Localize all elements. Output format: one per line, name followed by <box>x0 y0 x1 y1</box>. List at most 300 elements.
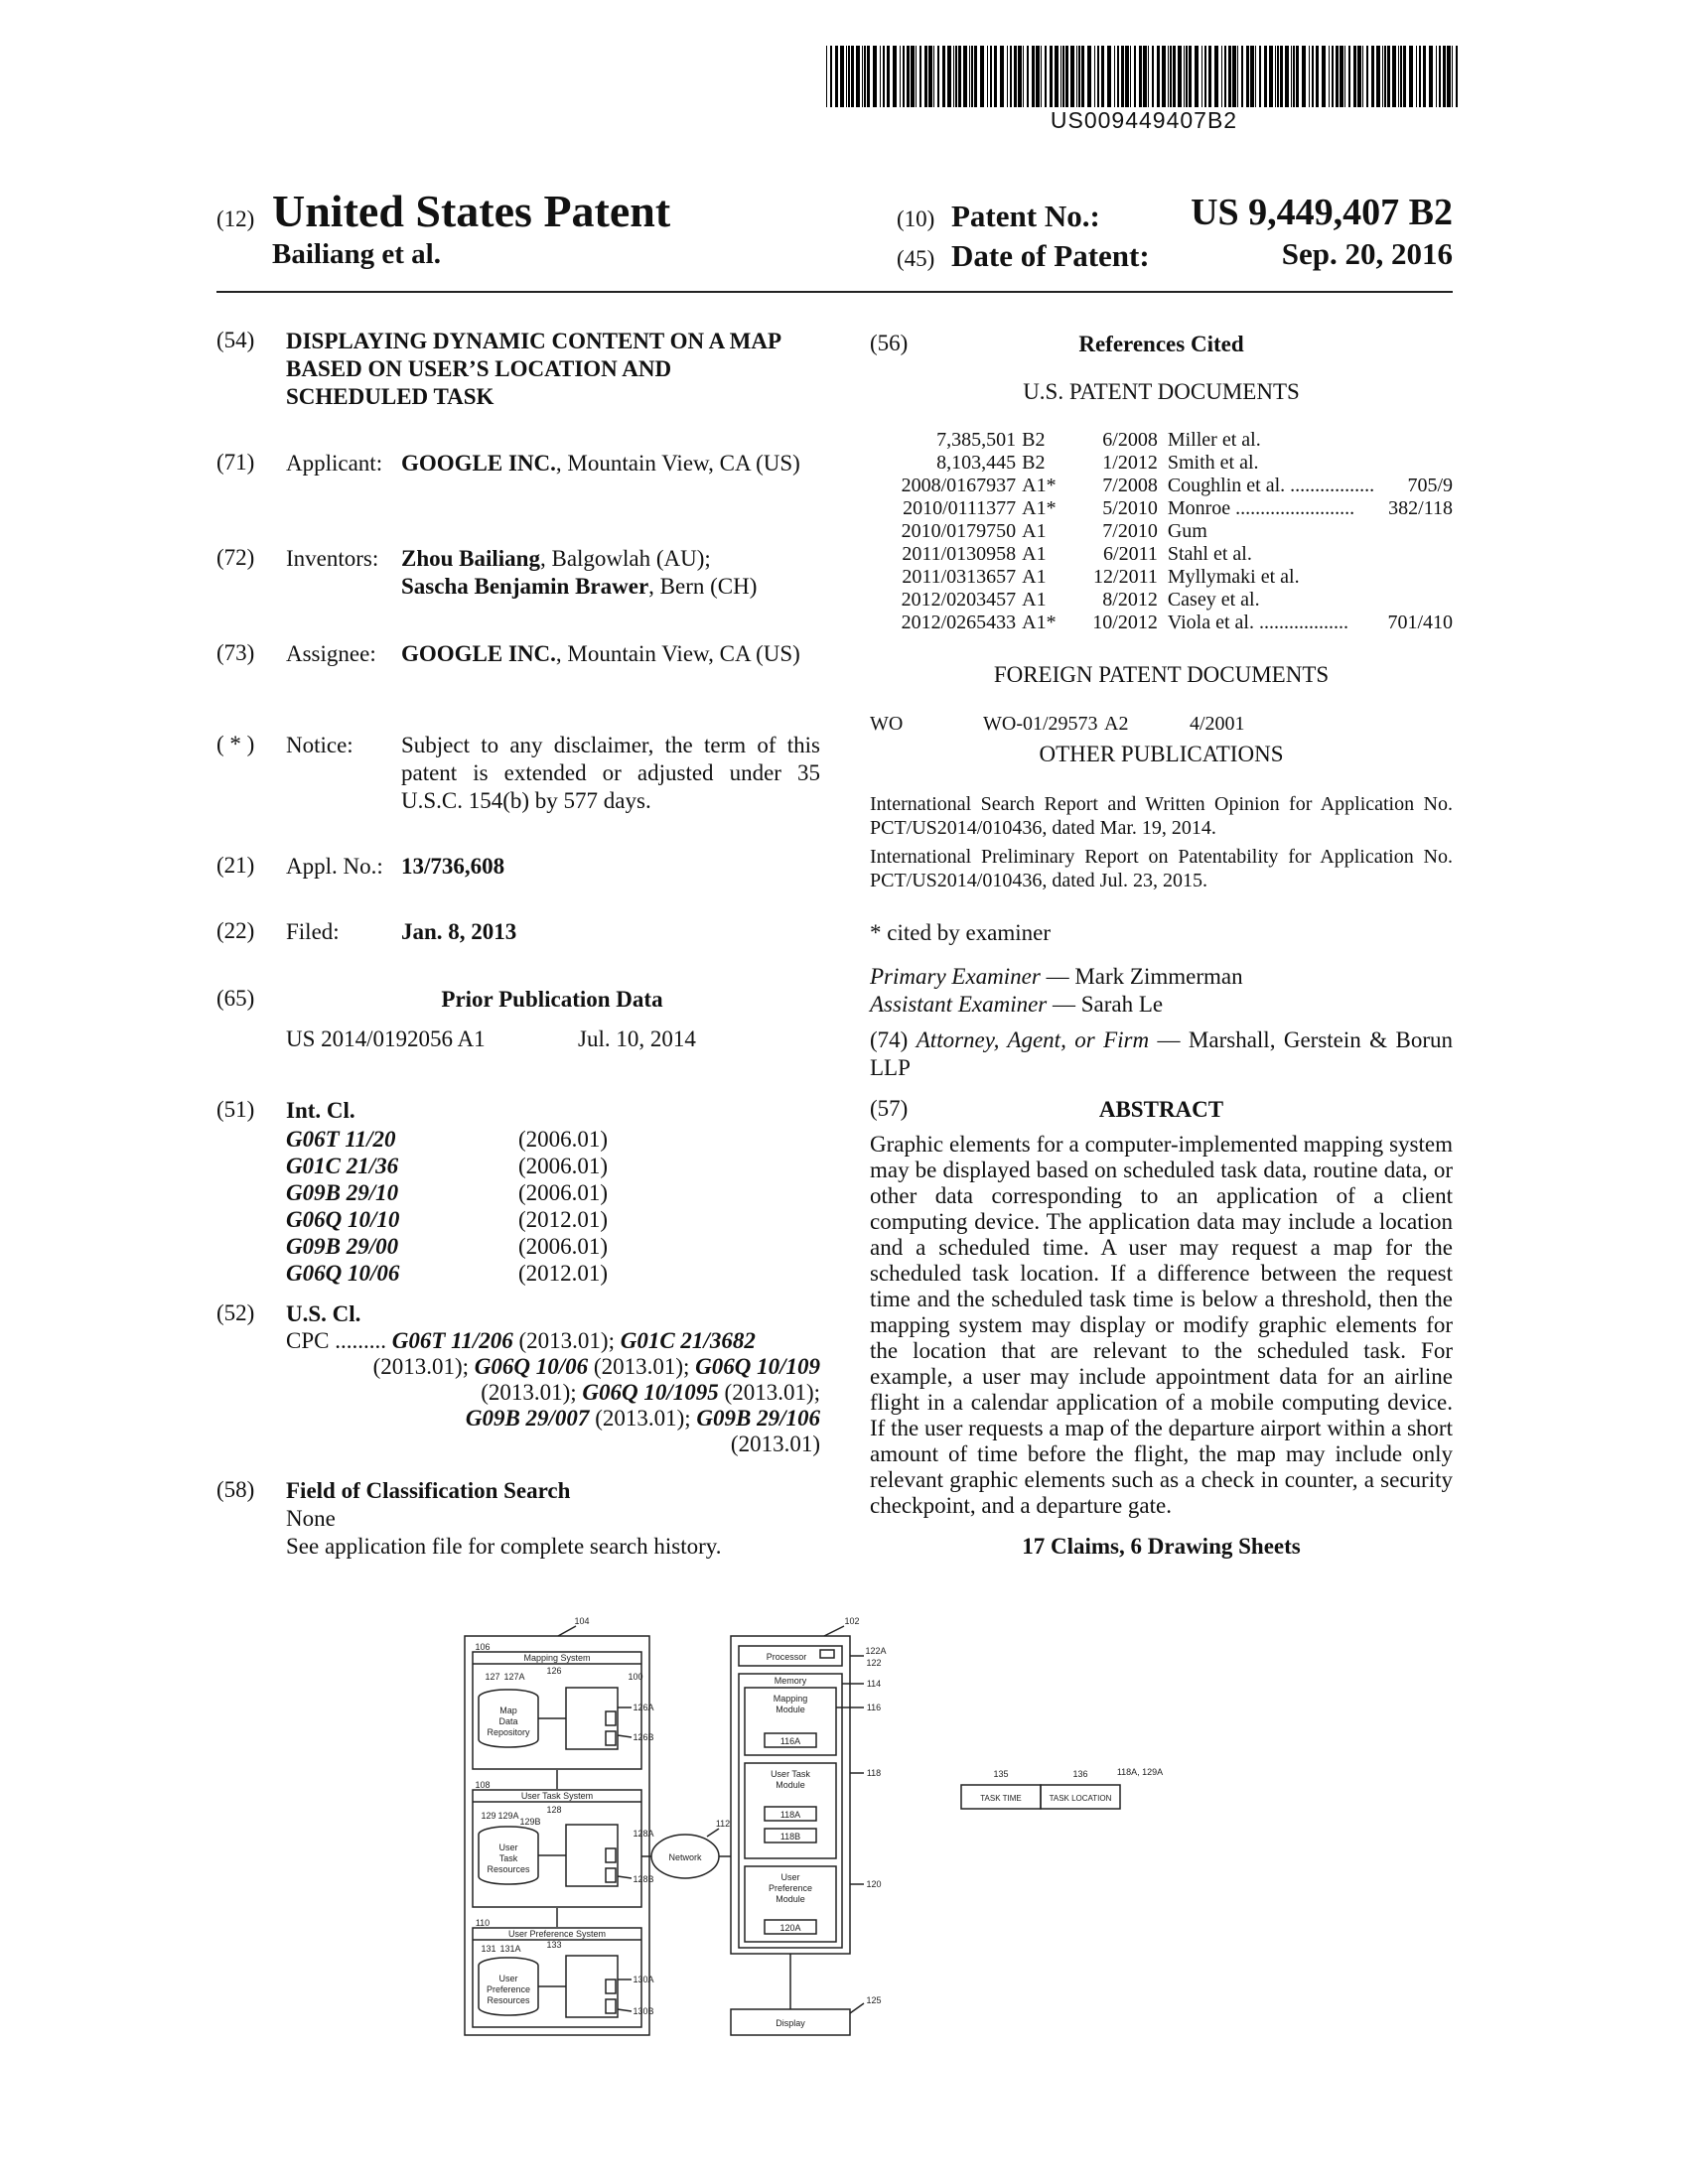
upr-label-1: User <box>498 1974 518 1983</box>
barcode-bar <box>1060 46 1061 107</box>
barcode-bar <box>947 46 951 107</box>
ref-name: Smith et al. <box>1167 452 1259 474</box>
barcode-bar <box>1007 46 1008 107</box>
applicant-location: , Mountain View, CA (US) <box>555 451 800 476</box>
map-repo-label-2: Data <box>498 1716 518 1726</box>
barcode-bar <box>1241 46 1243 107</box>
barcode-bar <box>916 46 917 107</box>
other-pub-2: International Preliminary Report on Patentability for Application No. PCT/US2014/010436, dated Jul. 23, 2015. <box>870 846 1453 891</box>
upm-label-1: User <box>780 1872 800 1882</box>
mapping-system-label: Mapping System <box>523 1653 591 1663</box>
box-116a: 116A <box>779 1736 801 1746</box>
barcode-bar <box>1291 46 1292 107</box>
barcode-bar <box>1423 46 1426 107</box>
int-cl-row <box>286 1126 703 1153</box>
barcode-bar <box>1429 46 1433 107</box>
us-patent-docs-heading: U.S. PATENT DOCUMENTS <box>1023 379 1300 404</box>
barcode-bar <box>1280 46 1283 107</box>
cpc-year: (2013.01); <box>589 1406 697 1431</box>
assistant-examiner <box>870 991 1163 1019</box>
barcode-bar <box>1041 46 1042 107</box>
int-cl-row <box>286 1206 703 1233</box>
assignee-label: Assignee: <box>286 641 376 666</box>
barcode-bar <box>1114 46 1115 107</box>
ref-135: 135 <box>993 1769 1009 1779</box>
filed-date: Jan. 8, 2013 <box>401 919 517 944</box>
invention-title: DISPLAYING DYNAMIC CONTENT ON A MAP BASED ON USER’S LOCATION AND SCHEDULED TASK <box>286 329 780 409</box>
barcode-bar <box>867 46 870 107</box>
ref-127: 127 <box>485 1672 500 1682</box>
reference-row <box>870 543 1453 566</box>
barcode <box>826 46 1462 107</box>
ref-116: 116 <box>866 1703 882 1712</box>
ref-number: 2010/0111377 <box>903 497 1017 519</box>
barcode-bar <box>1398 46 1399 107</box>
ref-class <box>1374 429 1453 452</box>
utr-label-2: Task <box>498 1853 518 1863</box>
barcode-bar <box>1204 46 1206 107</box>
code-54: (54) <box>216 328 255 352</box>
barcode-bar <box>1117 46 1119 107</box>
server-group-box <box>465 1636 649 2035</box>
ref-106: 106 <box>475 1642 491 1652</box>
reference-row <box>870 566 1453 589</box>
barcode-bar <box>1000 46 1004 107</box>
barcode-bar <box>826 46 827 107</box>
inventor-name-1: Zhou Bailiang <box>401 546 540 571</box>
ref-128b: 128B <box>633 1874 654 1884</box>
ref-131a: 131A <box>499 1944 521 1954</box>
barcode-bar <box>1065 46 1068 107</box>
mapping-module-label-2: Module <box>776 1705 805 1714</box>
barcode-bar <box>862 46 863 107</box>
barcode-bar <box>1184 46 1185 107</box>
barcode-number: US009449407B2 <box>1050 107 1238 133</box>
barcode-bar <box>1224 46 1226 107</box>
barcode-bar <box>1228 46 1231 107</box>
barcode-bar <box>1032 46 1035 107</box>
box-118b: 118B <box>779 1832 801 1842</box>
code-56: (56) <box>870 331 909 355</box>
ref-120: 120 <box>866 1879 882 1889</box>
barcode-bar <box>928 46 932 107</box>
code-51: (51) <box>216 1097 255 1122</box>
barcode-bar <box>1195 46 1199 107</box>
barcode-bar <box>1309 46 1310 107</box>
inventor-short: Bailiang et al. <box>272 238 441 270</box>
user-pref-server-icon <box>566 1956 618 2017</box>
barcode-bar <box>864 46 866 107</box>
barcode-bar <box>1130 46 1131 107</box>
barcode-bar <box>1237 46 1238 107</box>
barcode-bar <box>1340 46 1343 107</box>
ref-class <box>1374 520 1453 543</box>
ref-122a: 122A <box>865 1646 887 1656</box>
ref-name: Coughlin et al. ................. <box>1167 475 1375 496</box>
barcode-bar <box>942 46 945 107</box>
ref-number: 2010/0179750 <box>901 520 1017 542</box>
code-74: (74) <box>870 1027 909 1052</box>
assistant-examiner-label: Assistant Examiner <box>870 992 1048 1017</box>
ref-number: 2011/0313657 <box>902 566 1017 588</box>
barcode-bar <box>1178 46 1182 107</box>
barcode-bar <box>1264 46 1267 107</box>
notice-label: Notice: <box>286 733 353 757</box>
box-120a: 120A <box>779 1923 801 1933</box>
barcode-bar <box>1027 46 1029 107</box>
barcode-bar <box>1055 46 1059 107</box>
ref-date: 7/2008 <box>1102 475 1158 496</box>
ref-kind: A1* <box>1022 612 1057 633</box>
barcode-bar <box>840 46 844 107</box>
barcode-bar <box>1221 46 1222 107</box>
cpc-year: (2013.01); <box>372 1354 475 1379</box>
ref-class: 705/9 <box>1407 475 1453 496</box>
barcode-bar <box>1376 46 1380 107</box>
barcode-bar <box>1208 46 1211 107</box>
ref-name: Miller et al. <box>1167 429 1261 451</box>
barcode-bar <box>903 46 905 107</box>
barcode-bar <box>873 46 877 107</box>
int-cl-year: (2006.01) <box>518 1180 609 1205</box>
ref-129a: 129A <box>497 1811 519 1821</box>
date-label: Date of Patent: <box>951 238 1150 273</box>
barcode-bar <box>1296 46 1299 107</box>
barcode-bar <box>974 46 977 107</box>
cited-by-examiner: * cited by examiner <box>870 920 1052 945</box>
int-cl-row <box>286 1179 703 1206</box>
map-repo-label-3: Repository <box>487 1727 530 1737</box>
barcode-bar <box>994 46 997 107</box>
inventor-location-2: , Bern (CH) <box>648 574 758 599</box>
cpc-classes <box>286 1328 820 1457</box>
barcode-bar <box>1329 46 1330 107</box>
int-cl-year: (2006.01) <box>518 1234 609 1259</box>
barcode-bar <box>1157 46 1160 107</box>
code-22: (22) <box>216 918 255 943</box>
inventors-label: Inventors: <box>286 546 379 571</box>
ref-name: Monroe ........................ <box>1167 497 1355 519</box>
barcode-bar <box>911 46 915 107</box>
cpc-year: (2013.01); <box>481 1380 583 1405</box>
barcode-bar <box>1366 46 1368 107</box>
notice-text: Subject to any disclaimer, the term of this patent is extended or adjusted under 35 U.S.C. 154(b) by 577 days. <box>401 733 820 813</box>
patent-type-title: United States Patent <box>272 186 671 236</box>
ref-126b: 126B <box>633 1732 654 1742</box>
prior-pub-heading: Prior Publication Data <box>441 987 663 1012</box>
ref-129b: 129B <box>519 1817 541 1827</box>
barcode-bar <box>1400 46 1402 107</box>
barcode-bar <box>1353 46 1356 107</box>
barcode-bar <box>1214 46 1218 107</box>
ref-kind: B2 <box>1022 452 1046 474</box>
ref-name: Myllymaki et al. <box>1167 566 1300 588</box>
attorney <box>870 1026 1453 1082</box>
barcode-bar <box>1302 46 1306 107</box>
ref-class: 701/410 <box>1387 612 1453 633</box>
upr-label-2: Preference <box>486 1984 531 1994</box>
barcode-bar <box>1148 46 1149 107</box>
barcode-bar <box>953 46 954 107</box>
barcode-bar <box>1255 46 1256 107</box>
task-location-label: TASK LOCATION <box>1049 1794 1112 1803</box>
assignee-name: GOOGLE INC. <box>401 641 556 666</box>
barcode-bar <box>887 46 890 107</box>
cpc-year: (2013.01) <box>730 1432 820 1456</box>
barcode-bar <box>1382 46 1383 107</box>
barcode-bar <box>1023 46 1024 107</box>
display-label: Display <box>776 2018 805 2028</box>
int-cl-code: G06Q 10/06 <box>286 1261 400 1286</box>
code-73: (73) <box>216 640 255 665</box>
ref-class <box>1374 566 1453 589</box>
barcode-bar <box>830 46 832 107</box>
cpc-year: (2013.01); <box>512 1328 621 1353</box>
barcode-bar <box>1443 46 1446 107</box>
ref-128a: 128A <box>633 1829 654 1839</box>
barcode-bar <box>848 46 850 107</box>
int-cl-row <box>286 1153 703 1179</box>
barcode-bar <box>1387 46 1390 107</box>
cpc-code: G06Q 10/1095 <box>582 1380 719 1405</box>
abstract-text: Graphic elements for a computer-implemented mapping system may be displayed based on scheduled task data, routine data, or other data corresponding to an application of a client computing device. The application data may include a location and a scheduled time. A user may request a map for the scheduled task location. If a difference between the request time and the scheduled task time is below a threshold, then the mapping system may display or modify graphic elements for the location that are relevant to the scheduled task. For example, a user may include appointment data for an airline flight in a calendar application of a mobile computing device. If the user requests a map of the departure airport within a short amount of time before the flight, the map may include only relevant graphic elements such as a check in counter, a security checkpoint, and a departure gate. <box>870 1132 1453 1518</box>
barcode-bar <box>1170 46 1172 107</box>
ref-number: 2011/0130958 <box>902 543 1017 565</box>
code-71: (71) <box>216 450 255 475</box>
barcode-bar <box>1162 46 1166 107</box>
ref-kind: A1 <box>1022 543 1047 565</box>
user-task-system-label: User Task System <box>520 1791 594 1801</box>
barcode-bar <box>1362 46 1363 107</box>
barcode-bar <box>856 46 860 107</box>
barcode-bar <box>1285 46 1289 107</box>
barcode-bar <box>1097 46 1099 107</box>
barcode-bar <box>1316 46 1319 107</box>
foreign-country: WO <box>870 713 904 735</box>
barcode-bar <box>1143 46 1147 107</box>
field-search-heading: Field of Classification Search <box>286 1478 571 1503</box>
ref-name: Casey et al. <box>1167 589 1260 611</box>
ref-date: 12/2011 <box>1093 566 1158 588</box>
barcode-bar <box>1121 46 1124 107</box>
int-cl-code: G09B 29/00 <box>286 1234 399 1259</box>
barcode-bar <box>1232 46 1236 107</box>
utr-label-1: User <box>498 1843 518 1852</box>
barcode-bar <box>1250 46 1254 107</box>
code-65: (65) <box>216 986 255 1011</box>
int-cl-list <box>286 1126 703 1287</box>
assignee <box>401 640 818 668</box>
ref-date: 5/2010 <box>1102 497 1158 519</box>
barcode-bar <box>1107 46 1111 107</box>
ref-136: 136 <box>1072 1769 1088 1779</box>
claims-summary: 17 Claims, 6 Drawing Sheets <box>1022 1534 1301 1559</box>
ref-126a: 126A <box>633 1703 654 1712</box>
barcode-bar <box>980 46 984 107</box>
barcode-bar <box>1348 46 1350 107</box>
ref-name: Stahl et al. <box>1167 543 1252 565</box>
ref-kind: A1* <box>1022 497 1057 519</box>
reference-row <box>870 497 1453 520</box>
barcode-bar <box>1403 46 1406 107</box>
barcode-bar <box>1094 46 1095 107</box>
ref-date: 6/2011 <box>1103 543 1158 565</box>
ref-class <box>1374 452 1453 475</box>
ref-133: 133 <box>546 1940 562 1950</box>
cpc-label: CPC ......... <box>286 1328 386 1353</box>
cpc-code: G09B 29/007 <box>465 1406 590 1431</box>
header-rule <box>216 291 1453 293</box>
prior-pub-date: Jul. 10, 2014 <box>578 1026 696 1051</box>
ref-date: 6/2008 <box>1102 429 1158 451</box>
ref-128: 128 <box>546 1805 562 1815</box>
ref-number: 2012/0265433 <box>901 612 1017 633</box>
ref-129: 129 <box>481 1811 496 1821</box>
foreign-docs-heading: FOREIGN PATENT DOCUMENTS <box>993 662 1330 687</box>
assignee-location: , Mountain View, CA (US) <box>555 641 800 666</box>
ref-127a: 127A <box>503 1672 525 1682</box>
cpc-code: G09B 29/106 <box>696 1406 820 1431</box>
attorney-label: Attorney, Agent, or Firm <box>916 1027 1150 1052</box>
barcode-bar <box>1293 46 1295 107</box>
barcode-bar <box>1456 46 1458 107</box>
barcode-bar <box>1139 46 1142 107</box>
barcode-bar <box>1134 46 1136 107</box>
foreign-date: 4/2001 <box>1190 713 1245 735</box>
upm-label-2: Preference <box>768 1883 813 1893</box>
barcode-bar <box>1168 46 1169 107</box>
attorney-name: — Marshall, Gerstein & Borun LLP <box>870 1027 1453 1080</box>
barcode-bar <box>969 46 970 107</box>
code-notice: ( * ) <box>216 732 255 756</box>
user-pref-system-label: User Preference System <box>507 1929 607 1939</box>
cpc-code: G01C 21/3682 <box>620 1328 756 1353</box>
barcode-bar <box>937 46 939 107</box>
barcode-bar <box>1189 46 1192 107</box>
representative-drawing <box>437 1608 1331 2085</box>
cpc-year: (2013.01); <box>588 1354 696 1379</box>
barcode-bar <box>1322 46 1326 107</box>
ref-108: 108 <box>475 1780 491 1790</box>
other-pubs-heading: OTHER PUBLICATIONS <box>1039 742 1284 766</box>
barcode-bar <box>1384 46 1386 107</box>
barcode-bar <box>924 46 927 107</box>
map-repo-label-1: Map <box>499 1706 517 1715</box>
reference-row <box>870 452 1453 475</box>
barcode-bar <box>1336 46 1339 107</box>
barcode-bar <box>1070 46 1074 107</box>
ref-kind: A1 <box>1022 566 1047 588</box>
barcode-bar <box>1357 46 1361 107</box>
barcode-bar <box>1246 46 1249 107</box>
inventor-name-2: Sascha Benjamin Brawer <box>401 574 649 599</box>
foreign-number: WO-01/29573 <box>983 713 1098 735</box>
barcode-bar <box>919 46 921 107</box>
us-cl-heading: U.S. Cl. <box>286 1301 361 1326</box>
appl-no-label: Appl. No.: <box>286 854 383 879</box>
ref-number: 7,385,501 <box>936 429 1017 451</box>
int-cl-row <box>286 1233 703 1260</box>
mapping-server-icon <box>566 1688 618 1749</box>
ref-118a-129a: 118A, 129A <box>1116 1767 1164 1777</box>
abstract-heading: ABSTRACT <box>1098 1097 1224 1122</box>
barcode-bar <box>987 46 988 107</box>
mapping-module-label-1: Mapping <box>773 1694 808 1704</box>
barcode-bar <box>1173 46 1176 107</box>
barcode-bar <box>1010 46 1012 107</box>
int-cl-code: G01C 21/36 <box>286 1154 399 1178</box>
barcode-bar <box>1344 46 1345 107</box>
applicant <box>401 450 818 478</box>
primary-examiner-name: — Mark Zimmerman <box>1040 964 1243 989</box>
reference-row <box>870 475 1453 497</box>
int-cl-year: (2012.01) <box>518 1261 609 1286</box>
ref-class: 382/118 <box>1388 497 1453 519</box>
barcode-bar <box>1087 46 1091 107</box>
box-118a: 118A <box>779 1810 801 1820</box>
barcode-bar <box>1078 46 1080 107</box>
barcode-bar <box>1447 46 1451 107</box>
user-task-server-icon <box>566 1825 618 1886</box>
barcode-bar <box>1036 46 1040 107</box>
barcode-bar <box>1312 46 1314 107</box>
barcode-bar <box>933 46 934 107</box>
primary-examiner-label: Primary Examiner <box>870 964 1041 989</box>
int-cl-year: (2012.01) <box>518 1207 609 1232</box>
barcode-bar <box>1076 46 1077 107</box>
code-57: (57) <box>870 1096 909 1121</box>
barcode-bar <box>883 46 885 107</box>
ref-130a: 130A <box>633 1975 654 1984</box>
reference-row <box>870 520 1453 543</box>
barcode-bar <box>1081 46 1084 107</box>
int-cl-year: (2006.01) <box>518 1127 609 1152</box>
ref-date: 8/2012 <box>1102 589 1158 611</box>
ref-104: 104 <box>574 1616 590 1626</box>
patent-date: Sep. 20, 2016 <box>1281 236 1453 271</box>
inventors <box>401 545 818 601</box>
ref-class <box>1374 543 1453 566</box>
field-search-note: See application file for complete search history. <box>286 1534 722 1559</box>
code-72: (72) <box>216 545 255 570</box>
applicant-name: GOOGLE INC. <box>401 451 556 476</box>
ref-131: 131 <box>481 1944 496 1954</box>
barcode-bar <box>1045 46 1047 107</box>
ref-date: 1/2012 <box>1102 452 1158 474</box>
ref-name: Viola et al. .................. <box>1167 612 1348 633</box>
barcode-bar <box>1152 46 1154 107</box>
barcode-bar <box>1392 46 1396 107</box>
barcode-bar <box>835 46 838 107</box>
filed-label: Filed: <box>286 919 340 944</box>
ref-number: 2012/0203457 <box>901 589 1017 611</box>
barcode-bar <box>1186 46 1188 107</box>
reference-row <box>870 612 1453 634</box>
ref-122: 122 <box>866 1658 882 1668</box>
ref-118: 118 <box>866 1768 882 1778</box>
code-12: (12) <box>216 206 255 231</box>
code-52: (52) <box>216 1300 255 1325</box>
ref-kind: A1* <box>1022 475 1057 496</box>
reference-row <box>870 429 1453 452</box>
barcode-bar <box>1062 46 1064 107</box>
barcode-bar <box>1332 46 1334 107</box>
barcode-bar <box>851 46 854 107</box>
ref-125: 125 <box>866 1995 882 2005</box>
prior-pub-number: US 2014/0192056 A1 <box>286 1026 486 1051</box>
ref-130b: 130B <box>633 2006 654 2016</box>
barcode-bar <box>1018 46 1022 107</box>
